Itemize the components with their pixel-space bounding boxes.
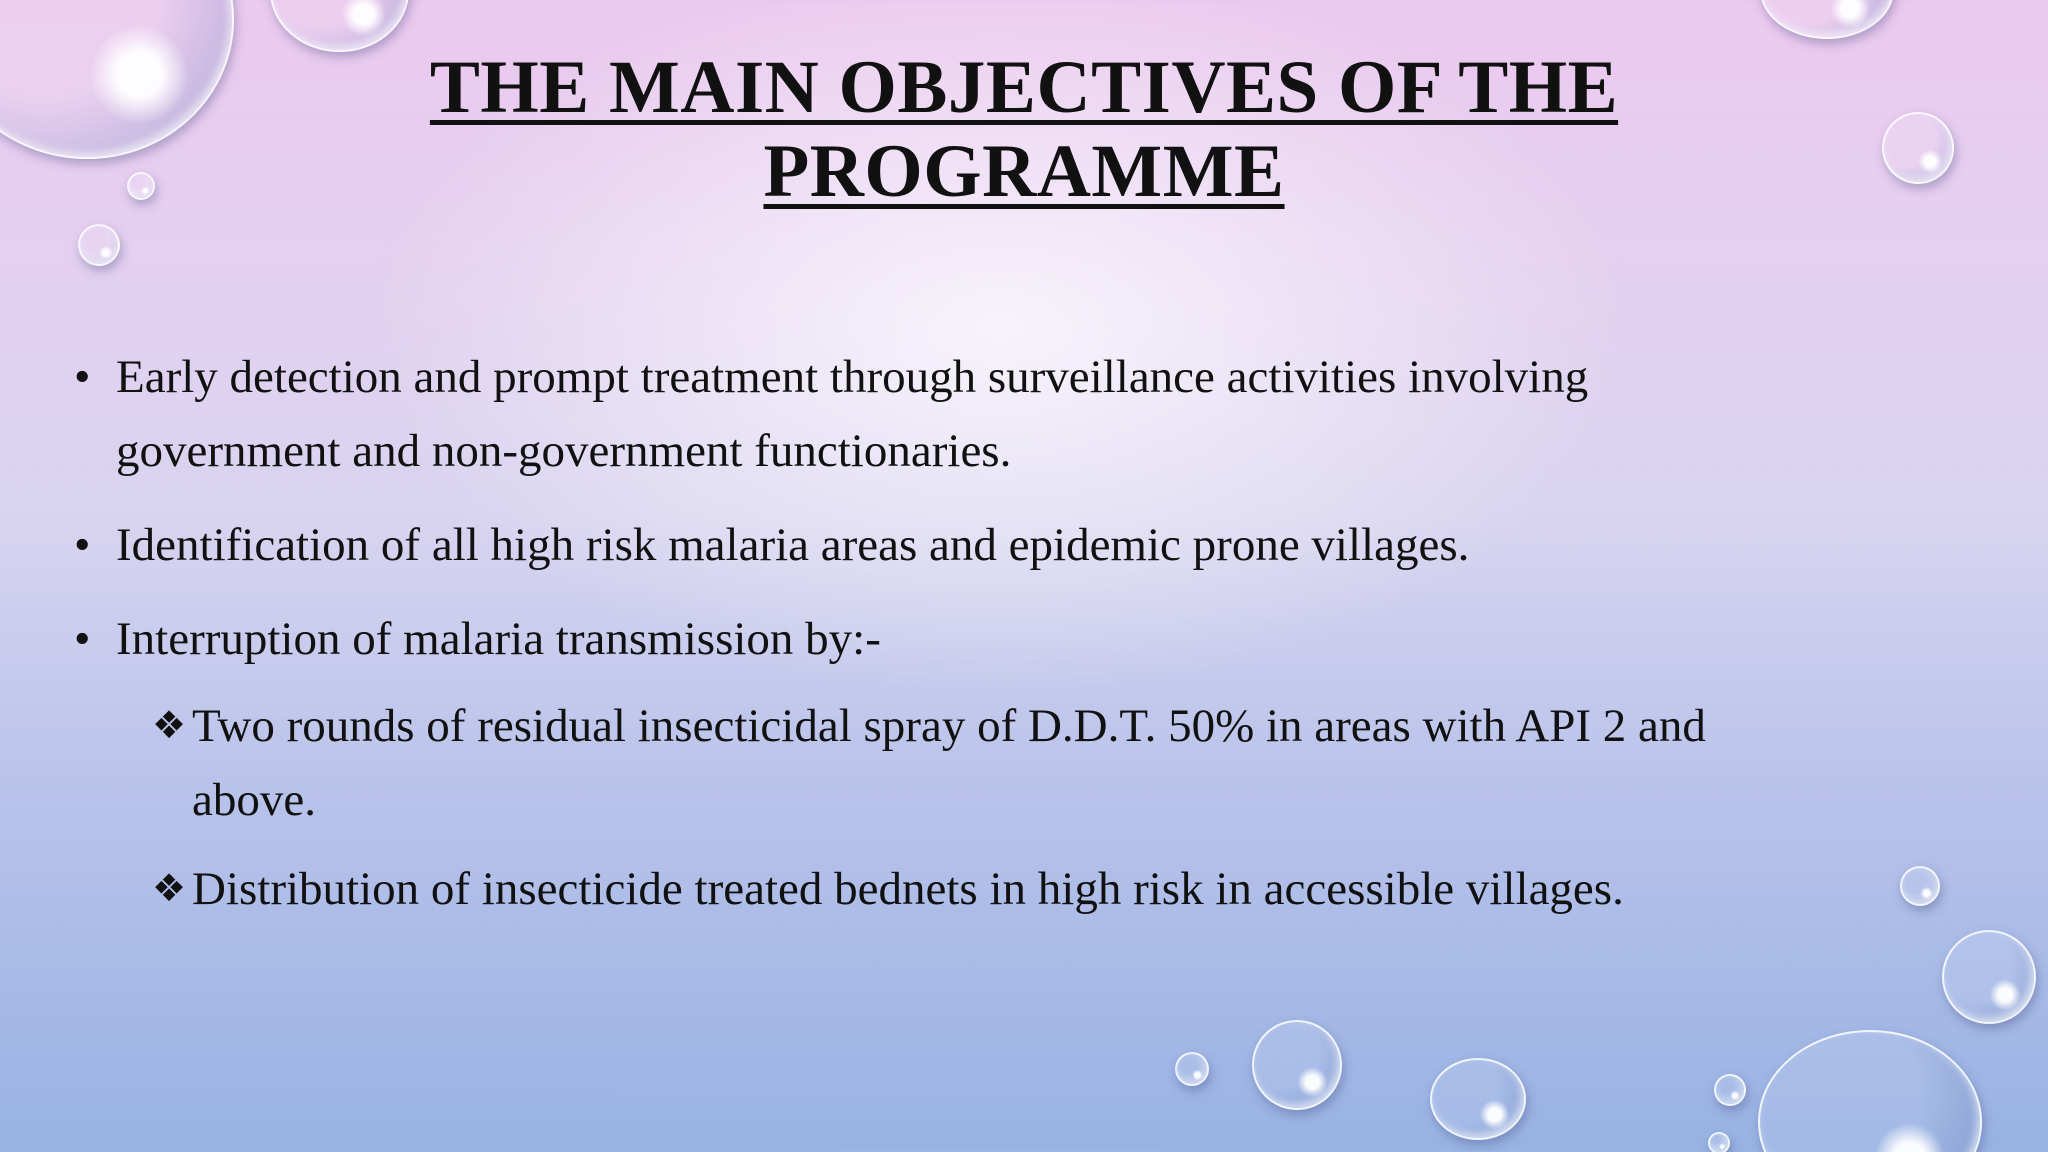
- water-drop-decoration: [1900, 866, 1940, 906]
- bullet-item: [74, 602, 1874, 676]
- water-drop-decoration: [270, 0, 409, 52]
- water-drop-decoration: [1760, 0, 1894, 39]
- bullet-text: Interruption of malaria transmission by:-: [116, 613, 881, 665]
- bullet-marker: •: [74, 613, 91, 665]
- water-drop-decoration: [0, 0, 234, 159]
- slide-title: [300, 46, 1748, 214]
- water-drop-decoration: [1175, 1052, 1209, 1086]
- sub-bullet-text: Two rounds of residual insecticidal spray of D.D.T. 50% in areas with API 2 and above.: [192, 700, 1706, 826]
- slide-body: [74, 340, 1874, 940]
- water-drop-decoration: [1708, 1132, 1730, 1152]
- slide-title-line-2: PROGRAMME: [763, 130, 1285, 213]
- sub-bullet-item: [74, 851, 1874, 926]
- water-drop-decoration: [1430, 1058, 1526, 1140]
- bullet-marker: •: [74, 519, 91, 571]
- slide-title-line-1: THE MAIN OBJECTIVES OF THE: [429, 46, 1619, 129]
- water-drop-decoration: [1758, 1030, 1982, 1152]
- water-drop-decoration: [1882, 112, 1954, 184]
- bullet-item: [74, 508, 1874, 582]
- bullet-text: Identification of all high risk malaria areas and epidemic prone villages.: [116, 519, 1470, 571]
- bullet-text: Early detection and prompt treatment through surveillance activities involving government and non-government functionaries.: [116, 351, 1589, 477]
- bullet-item: [74, 340, 1796, 488]
- water-drop-decoration: [1942, 930, 2036, 1024]
- water-drop-decoration: [1714, 1074, 1746, 1106]
- diamond-bullet-icon: ❖: [152, 703, 187, 747]
- water-drop-decoration: [127, 172, 155, 200]
- bullet-marker: •: [74, 351, 91, 403]
- sub-bullet-text: Distribution of insecticide treated bednets in high risk in accessible villages.: [192, 863, 1624, 915]
- water-drop-decoration: [78, 224, 120, 266]
- sub-bullet-item: [74, 688, 1832, 837]
- water-drop-decoration: [1252, 1020, 1342, 1110]
- diamond-bullet-icon: ❖: [152, 866, 187, 910]
